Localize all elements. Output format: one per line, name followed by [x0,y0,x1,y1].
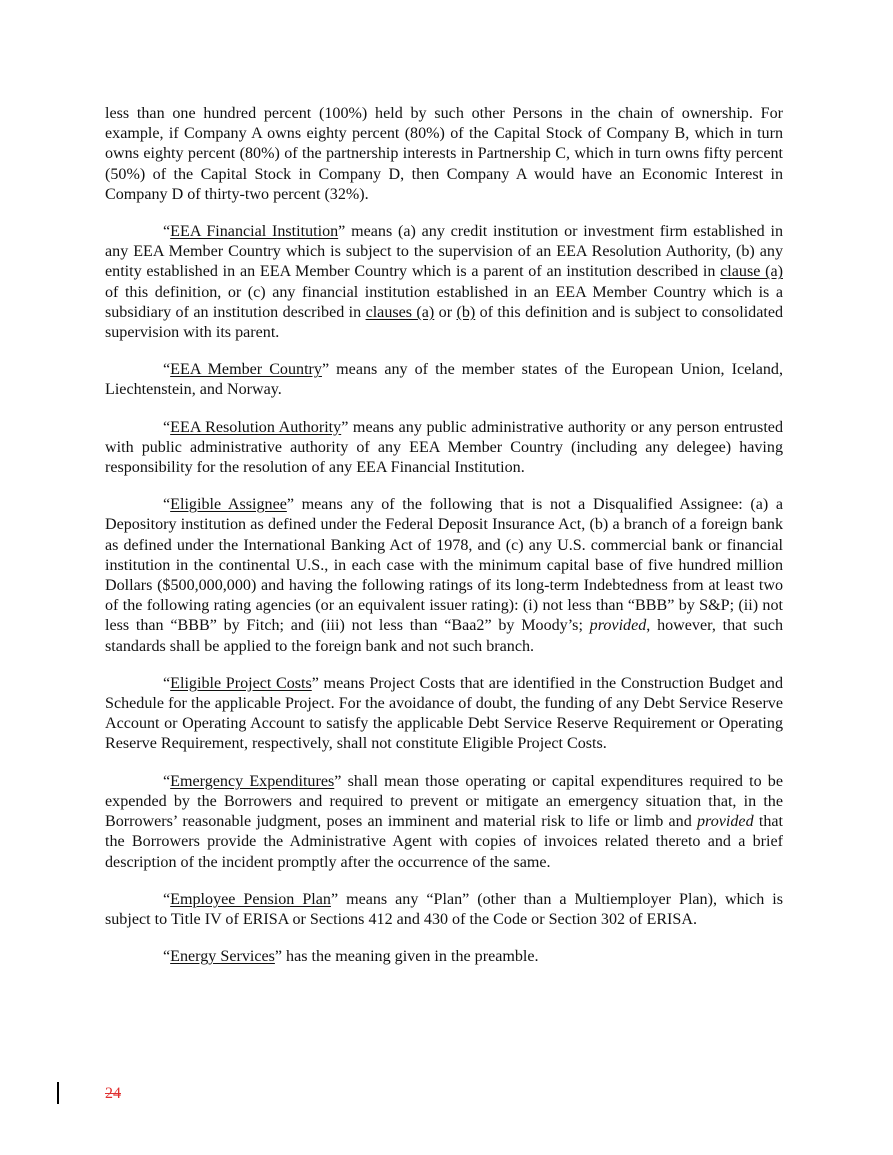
emphasis-text: provided [697,813,754,831]
paragraph-text: or [434,303,457,321]
paragraph-text: “ [163,418,171,436]
defined-term: Employee Pension Plan [170,890,331,908]
paragraph-text: ” shall mean those operating or capital expenditures required to be expended by the Borrowers and required to prevent or mitigate an emergency situation that, in the Borrowers’ reasonable judgment, poses an imminent and material risk to life or limb and [105,772,783,831]
paragraph-text: , however, that such standards shall be applied to the foreign bank and not such branch. [105,617,783,655]
paragraph-text: less than one hundred percent (100%) held by such other Persons in the chain of ownership. For example, if Company A owns eighty percent (80%) of the Capital Stock of Company B, which in turn owns eighty percent (80%) of the partnership interests in Partnership C, which in turn owns fifty percent (50%) of the Capital Stock in Company D, then Company A would have an Economic Interest in Company D of thirty-two percent (32%). [105,105,783,203]
defined-term: Eligible Project Costs [170,674,312,692]
paragraph-text: “ [163,772,171,790]
paragraph-text: ” means any of the member states of the European Union, Iceland, Liechtenstein, and Norway. [105,361,784,399]
paragraph-text: ” means any public administrative authority or any person entrusted with public administrative authority of any EEA Member Country (including any delegee) having responsibility for the resolution of any EEA Financial Institution. [105,418,783,477]
paragraph-text: “ [163,223,171,241]
paragraph-text: ” means any of the following that is not a Disqualified Assignee: (a) a Depository institution as defined under the Federal Deposit Insurance Act, (b) a branch of a foreign bank as defined under the International Banking Act of 1978, and (c) any U.S. commercial bank or financial institution in the continental U.S., in each case with the minimum capital base of five hundred million Dollars ($500,000,000) and having the following ratings of its long-term Indebtedness from at least two of the following rating agencies (or an equivalent issuer rating): (i) not less than “BBB” by S&P; (ii) not less than “BBB” by Fitch; and (iii) not less than “Baa2” by Moody’s; [105,496,783,635]
defined-term: Energy Services [170,948,275,966]
paragraph [105,104,783,205]
defined-term: (b) [456,303,476,321]
paragraph-text: that the Borrowers provide the Administrative Agent with copies of invoices related thereto and a brief description of the incident promptly after the occurrence of the same. [105,813,784,871]
paragraph-text: ” has the meaning given in the preamble. [274,948,539,966]
paragraph [105,222,783,343]
page-number: 24 [105,1085,121,1102]
paragraph [105,890,783,930]
emphasis-text: provided [589,617,647,635]
paragraph [105,418,783,479]
paragraph-text: ” means Project Costs that are identified in the Construction Budget and Schedule for the applicable Project. For the avoidance of doubt, the funding of any Debt Service Reserve Account or Operating Account to satisfy the applicable Debt Service Reserve Requirement or Operating Reserve Requirement, respectively, shall not constitute Eligible Project Costs. [105,674,783,753]
paragraph [105,947,783,967]
change-bar [57,1082,59,1104]
defined-term: EEA Member Country [170,361,322,379]
paragraph [105,674,783,755]
paragraph [105,772,783,873]
defined-term: Eligible Assignee [170,496,287,514]
paragraph-text: “ [163,361,171,379]
paragraph-text: “ [163,890,171,908]
defined-term: Emergency Expenditures [170,772,335,790]
defined-term: clauses (a) [365,303,435,321]
paragraph-text: of this definition, or (c) any financial institution established in an EEA Member Country which is a subsidiary of an institution described in [105,283,783,321]
defined-term: EEA Resolution Authority [170,418,342,436]
paragraph-text: ” means (a) any credit institution or investment firm established in any EEA Member Country which is subject to the supervision of an EEA Resolution Authority, (b) any entity established in an EEA Member Country which is a parent of an institution described in [105,223,783,281]
paragraph-text: “ [163,674,171,692]
paragraph [105,495,783,657]
defined-term: clause (a) [720,263,783,281]
paragraph-text: ” means any “Plan” (other than a Multiemployer Plan), which is subject to Title IV of ERISA or Sections 412 and 430 of the Code or Section 302 of ERISA. [105,890,784,928]
defined-term: EEA Financial Institution [170,223,339,241]
document-body [105,104,783,984]
paragraph-text: of this definition and is subject to consolidated supervision with its parent. [105,303,784,342]
paragraph-text: “ [163,948,171,966]
paragraph-text: “ [163,496,171,514]
paragraph [105,360,783,400]
